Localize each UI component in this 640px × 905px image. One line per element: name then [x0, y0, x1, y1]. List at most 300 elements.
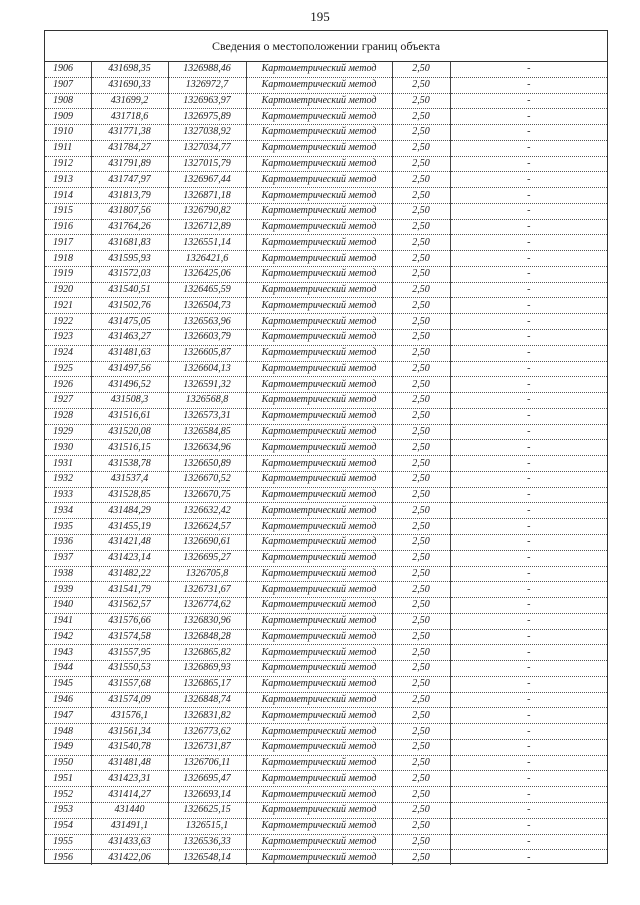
accuracy-cell: 2,50 [392, 203, 450, 219]
method-cell: Картометрический метод [246, 503, 392, 519]
description-cell: - [450, 440, 607, 456]
description-cell: - [450, 172, 607, 188]
x-coordinate-cell: 431421,48 [91, 534, 168, 550]
description-cell: - [450, 566, 607, 582]
point-number-cell: 1929 [45, 424, 91, 440]
y-coordinate-cell: 1326421,6 [168, 251, 246, 267]
method-cell: Картометрический метод [246, 172, 392, 188]
y-coordinate-cell: 1326988,46 [168, 62, 246, 77]
method-cell: Картометрический метод [246, 645, 392, 661]
x-coordinate-cell: 431440 [91, 802, 168, 818]
description-cell: - [450, 235, 607, 251]
point-number-cell: 1933 [45, 487, 91, 503]
table-row [45, 834, 607, 850]
y-coordinate-cell: 1326634,96 [168, 440, 246, 456]
y-coordinate-cell: 1326975,89 [168, 109, 246, 125]
table-row [45, 534, 607, 550]
accuracy-cell: 2,50 [392, 361, 450, 377]
x-coordinate-cell: 431550,53 [91, 661, 168, 677]
y-coordinate-cell: 1326963,97 [168, 93, 246, 109]
x-coordinate-cell: 431681,83 [91, 235, 168, 251]
point-number-cell: 1932 [45, 471, 91, 487]
y-coordinate-cell: 1326690,61 [168, 534, 246, 550]
x-coordinate-cell: 431502,76 [91, 298, 168, 314]
table-row [45, 645, 607, 661]
table-row [45, 456, 607, 472]
description-cell: - [450, 755, 607, 771]
x-coordinate-cell: 431516,15 [91, 440, 168, 456]
point-number-cell: 1939 [45, 582, 91, 598]
table-row [45, 629, 607, 645]
x-coordinate-cell: 431414,27 [91, 787, 168, 803]
description-cell: - [450, 424, 607, 440]
y-coordinate-cell: 1326650,89 [168, 456, 246, 472]
y-coordinate-cell: 1326536,33 [168, 834, 246, 850]
description-cell: - [450, 661, 607, 677]
method-cell: Картометрический метод [246, 440, 392, 456]
method-cell: Картометрический метод [246, 203, 392, 219]
accuracy-cell: 2,50 [392, 235, 450, 251]
accuracy-cell: 2,50 [392, 219, 450, 235]
point-number-cell: 1936 [45, 534, 91, 550]
table-row [45, 156, 607, 172]
method-cell: Картометрический метод [246, 156, 392, 172]
y-coordinate-cell: 1326584,85 [168, 424, 246, 440]
point-number-cell: 1909 [45, 109, 91, 125]
accuracy-cell: 2,50 [392, 771, 450, 787]
x-coordinate-cell: 431718,6 [91, 109, 168, 125]
point-number-cell: 1956 [45, 850, 91, 865]
accuracy-cell: 2,50 [392, 676, 450, 692]
boundary-points-table [45, 62, 607, 865]
x-coordinate-cell: 431764,26 [91, 219, 168, 235]
accuracy-cell: 2,50 [392, 739, 450, 755]
y-coordinate-cell: 1326831,82 [168, 708, 246, 724]
table-row [45, 330, 607, 346]
method-cell: Картометрический метод [246, 708, 392, 724]
method-cell: Картометрический метод [246, 661, 392, 677]
accuracy-cell: 2,50 [392, 314, 450, 330]
point-number-cell: 1912 [45, 156, 91, 172]
y-coordinate-cell: 1326693,14 [168, 787, 246, 803]
y-coordinate-cell: 1326603,79 [168, 330, 246, 346]
accuracy-cell: 2,50 [392, 456, 450, 472]
accuracy-cell: 2,50 [392, 251, 450, 267]
y-coordinate-cell: 1326568,8 [168, 393, 246, 409]
point-number-cell: 1950 [45, 755, 91, 771]
description-cell: - [450, 345, 607, 361]
table-row [45, 739, 607, 755]
table-row [45, 172, 607, 188]
description-cell: - [450, 219, 607, 235]
description-cell: - [450, 125, 607, 141]
y-coordinate-cell: 1326871,18 [168, 188, 246, 204]
accuracy-cell: 2,50 [392, 393, 450, 409]
description-cell: - [450, 692, 607, 708]
point-number-cell: 1948 [45, 724, 91, 740]
accuracy-cell: 2,50 [392, 818, 450, 834]
table-row [45, 708, 607, 724]
x-coordinate-cell: 431482,22 [91, 566, 168, 582]
table-row [45, 471, 607, 487]
description-cell: - [450, 850, 607, 865]
accuracy-cell: 2,50 [392, 330, 450, 346]
x-coordinate-cell: 431508,3 [91, 393, 168, 409]
table-row [45, 771, 607, 787]
x-coordinate-cell: 431423,14 [91, 550, 168, 566]
point-number-cell: 1913 [45, 172, 91, 188]
x-coordinate-cell: 431520,08 [91, 424, 168, 440]
accuracy-cell: 2,50 [392, 850, 450, 865]
point-number-cell: 1940 [45, 598, 91, 614]
point-number-cell: 1934 [45, 503, 91, 519]
method-cell: Картометрический метод [246, 251, 392, 267]
x-coordinate-cell: 431574,09 [91, 692, 168, 708]
method-cell: Картометрический метод [246, 314, 392, 330]
accuracy-cell: 2,50 [392, 62, 450, 77]
x-coordinate-cell: 431807,56 [91, 203, 168, 219]
method-cell: Картометрический метод [246, 424, 392, 440]
y-coordinate-cell: 1326706,11 [168, 755, 246, 771]
x-coordinate-cell: 431557,95 [91, 645, 168, 661]
description-cell: - [450, 519, 607, 535]
y-coordinate-cell: 1327034,77 [168, 140, 246, 156]
method-cell: Картометрический метод [246, 93, 392, 109]
description-cell: - [450, 156, 607, 172]
accuracy-cell: 2,50 [392, 266, 450, 282]
y-coordinate-cell: 1327015,79 [168, 156, 246, 172]
method-cell: Картометрический метод [246, 330, 392, 346]
accuracy-cell: 2,50 [392, 787, 450, 803]
table-title: Сведения о местоположении границ объекта [45, 31, 607, 62]
point-number-cell: 1918 [45, 251, 91, 267]
y-coordinate-cell: 1326625,15 [168, 802, 246, 818]
y-coordinate-cell: 1326504,73 [168, 298, 246, 314]
point-number-cell: 1917 [45, 235, 91, 251]
table-row [45, 219, 607, 235]
accuracy-cell: 2,50 [392, 566, 450, 582]
point-number-cell: 1924 [45, 345, 91, 361]
table-row [45, 755, 607, 771]
y-coordinate-cell: 1326573,31 [168, 408, 246, 424]
y-coordinate-cell: 1326551,14 [168, 235, 246, 251]
description-cell: - [450, 534, 607, 550]
x-coordinate-cell: 431516,61 [91, 408, 168, 424]
y-coordinate-cell: 1326705,8 [168, 566, 246, 582]
description-cell: - [450, 818, 607, 834]
x-coordinate-cell: 431813,79 [91, 188, 168, 204]
x-coordinate-cell: 431422,06 [91, 850, 168, 865]
table-row [45, 235, 607, 251]
table-row [45, 377, 607, 393]
table-row [45, 724, 607, 740]
accuracy-cell: 2,50 [392, 629, 450, 645]
method-cell: Картометрический метод [246, 125, 392, 141]
table-row [45, 692, 607, 708]
accuracy-cell: 2,50 [392, 487, 450, 503]
y-coordinate-cell: 1326865,17 [168, 676, 246, 692]
method-cell: Картометрический метод [246, 787, 392, 803]
description-cell: - [450, 140, 607, 156]
accuracy-cell: 2,50 [392, 471, 450, 487]
description-cell: - [450, 739, 607, 755]
y-coordinate-cell: 1326869,93 [168, 661, 246, 677]
accuracy-cell: 2,50 [392, 582, 450, 598]
description-cell: - [450, 645, 607, 661]
point-number-cell: 1919 [45, 266, 91, 282]
table-row [45, 598, 607, 614]
point-number-cell: 1914 [45, 188, 91, 204]
accuracy-cell: 2,50 [392, 408, 450, 424]
y-coordinate-cell: 1326425,06 [168, 266, 246, 282]
method-cell: Картометрический метод [246, 188, 392, 204]
y-coordinate-cell: 1326632,42 [168, 503, 246, 519]
x-coordinate-cell: 431747,97 [91, 172, 168, 188]
y-coordinate-cell: 1326848,74 [168, 692, 246, 708]
description-cell: - [450, 93, 607, 109]
accuracy-cell: 2,50 [392, 172, 450, 188]
method-cell: Картометрический метод [246, 361, 392, 377]
table-row [45, 188, 607, 204]
point-number-cell: 1946 [45, 692, 91, 708]
accuracy-cell: 2,50 [392, 282, 450, 298]
x-coordinate-cell: 431484,29 [91, 503, 168, 519]
method-cell: Картометрический метод [246, 408, 392, 424]
x-coordinate-cell: 431540,51 [91, 282, 168, 298]
description-cell: - [450, 787, 607, 803]
y-coordinate-cell: 1326865,82 [168, 645, 246, 661]
point-number-cell: 1954 [45, 818, 91, 834]
accuracy-cell: 2,50 [392, 188, 450, 204]
point-number-cell: 1931 [45, 456, 91, 472]
accuracy-cell: 2,50 [392, 93, 450, 109]
y-coordinate-cell: 1326773,62 [168, 724, 246, 740]
point-number-cell: 1915 [45, 203, 91, 219]
accuracy-cell: 2,50 [392, 377, 450, 393]
y-coordinate-cell: 1326967,44 [168, 172, 246, 188]
method-cell: Картометрический метод [246, 566, 392, 582]
description-cell: - [450, 456, 607, 472]
method-cell: Картометрический метод [246, 456, 392, 472]
description-cell: - [450, 361, 607, 377]
description-cell: - [450, 582, 607, 598]
accuracy-cell: 2,50 [392, 724, 450, 740]
accuracy-cell: 2,50 [392, 645, 450, 661]
description-cell: - [450, 771, 607, 787]
description-cell: - [450, 613, 607, 629]
description-cell: - [450, 724, 607, 740]
page-number: 195 [310, 9, 330, 24]
description-cell: - [450, 676, 607, 692]
accuracy-cell: 2,50 [392, 503, 450, 519]
x-coordinate-cell: 431572,03 [91, 266, 168, 282]
method-cell: Картометрический метод [246, 298, 392, 314]
table-row [45, 203, 607, 219]
description-cell: - [450, 503, 607, 519]
y-coordinate-cell: 1326774,62 [168, 598, 246, 614]
method-cell: Картометрический метод [246, 393, 392, 409]
accuracy-cell: 2,50 [392, 534, 450, 550]
accuracy-cell: 2,50 [392, 802, 450, 818]
accuracy-cell: 2,50 [392, 519, 450, 535]
boundary-table-frame [44, 30, 608, 864]
table-row [45, 802, 607, 818]
method-cell: Картометрический метод [246, 676, 392, 692]
method-cell: Картометрический метод [246, 802, 392, 818]
point-number-cell: 1923 [45, 330, 91, 346]
point-number-cell: 1937 [45, 550, 91, 566]
x-coordinate-cell: 431576,66 [91, 613, 168, 629]
point-number-cell: 1930 [45, 440, 91, 456]
y-coordinate-cell: 1326591,32 [168, 377, 246, 393]
table-row [45, 282, 607, 298]
point-number-cell: 1925 [45, 361, 91, 377]
table-row [45, 582, 607, 598]
x-coordinate-cell: 431561,34 [91, 724, 168, 740]
x-coordinate-cell: 431541,79 [91, 582, 168, 598]
method-cell: Картометрический метод [246, 613, 392, 629]
description-cell: - [450, 298, 607, 314]
description-cell: - [450, 802, 607, 818]
x-coordinate-cell: 431690,33 [91, 77, 168, 93]
method-cell: Картометрический метод [246, 519, 392, 535]
description-cell: - [450, 393, 607, 409]
method-cell: Картометрический метод [246, 266, 392, 282]
table-row [45, 266, 607, 282]
x-coordinate-cell: 431423,31 [91, 771, 168, 787]
y-coordinate-cell: 1326712,89 [168, 219, 246, 235]
method-cell: Картометрический метод [246, 550, 392, 566]
x-coordinate-cell: 431699,2 [91, 93, 168, 109]
point-number-cell: 1910 [45, 125, 91, 141]
point-number-cell: 1926 [45, 377, 91, 393]
table-row [45, 787, 607, 803]
x-coordinate-cell: 431698,35 [91, 62, 168, 77]
table-row [45, 408, 607, 424]
y-coordinate-cell: 1326605,87 [168, 345, 246, 361]
method-cell: Картометрический метод [246, 140, 392, 156]
table-row [45, 93, 607, 109]
accuracy-cell: 2,50 [392, 77, 450, 93]
method-cell: Картометрический метод [246, 692, 392, 708]
y-coordinate-cell: 1326695,27 [168, 550, 246, 566]
table-body [45, 62, 607, 865]
y-coordinate-cell: 1326731,67 [168, 582, 246, 598]
point-number-cell: 1953 [45, 802, 91, 818]
method-cell: Картометрический метод [246, 755, 392, 771]
description-cell: - [450, 203, 607, 219]
method-cell: Картометрический метод [246, 345, 392, 361]
point-number-cell: 1943 [45, 645, 91, 661]
description-cell: - [450, 408, 607, 424]
description-cell: - [450, 598, 607, 614]
y-coordinate-cell: 1326972,7 [168, 77, 246, 93]
method-cell: Картометрический метод [246, 487, 392, 503]
x-coordinate-cell: 431496,52 [91, 377, 168, 393]
point-number-cell: 1907 [45, 77, 91, 93]
x-coordinate-cell: 431481,48 [91, 755, 168, 771]
point-number-cell: 1938 [45, 566, 91, 582]
method-cell: Картометрический метод [246, 471, 392, 487]
method-cell: Картометрический метод [246, 598, 392, 614]
table-row [45, 314, 607, 330]
description-cell: - [450, 487, 607, 503]
x-coordinate-cell: 431491,1 [91, 818, 168, 834]
y-coordinate-cell: 1326848,28 [168, 629, 246, 645]
accuracy-cell: 2,50 [392, 424, 450, 440]
x-coordinate-cell: 431784,27 [91, 140, 168, 156]
accuracy-cell: 2,50 [392, 125, 450, 141]
description-cell: - [450, 550, 607, 566]
accuracy-cell: 2,50 [392, 345, 450, 361]
point-number-cell: 1921 [45, 298, 91, 314]
table-row [45, 487, 607, 503]
point-number-cell: 1951 [45, 771, 91, 787]
accuracy-cell: 2,50 [392, 661, 450, 677]
description-cell: - [527, 63, 531, 75]
point-number-cell: 1911 [45, 140, 91, 156]
x-coordinate-cell: 431791,89 [91, 156, 168, 172]
accuracy-cell: 2,50 [392, 598, 450, 614]
description-cell: - [450, 708, 607, 724]
y-coordinate-cell: 1326548,14 [168, 850, 246, 865]
description-cell: - [450, 77, 607, 93]
description-cell: - [450, 266, 607, 282]
table-row [45, 140, 607, 156]
table-row [45, 503, 607, 519]
method-cell: Картометрический метод [246, 582, 392, 598]
accuracy-cell: 2,50 [392, 834, 450, 850]
table-row [45, 440, 607, 456]
table-row [45, 613, 607, 629]
method-cell: Картометрический метод [246, 534, 392, 550]
point-number-cell: 1949 [45, 739, 91, 755]
point-number-cell: 1935 [45, 519, 91, 535]
accuracy-cell: 2,50 [392, 109, 450, 125]
method-cell: Картометрический метод [246, 771, 392, 787]
method-cell: Картометрический метод [246, 724, 392, 740]
method-cell: Картометрический метод [246, 818, 392, 834]
table-row [45, 550, 607, 566]
table-row [45, 519, 607, 535]
x-coordinate-cell: 431463,27 [91, 330, 168, 346]
description-cell: - [450, 629, 607, 645]
accuracy-cell: 2,50 [392, 156, 450, 172]
method-cell: Картометрический метод [246, 282, 392, 298]
point-number-cell: 1908 [45, 93, 91, 109]
x-coordinate-cell: 431455,19 [91, 519, 168, 535]
table-row [45, 77, 607, 93]
description-cell: - [450, 282, 607, 298]
description-cell: - [450, 188, 607, 204]
point-number-cell: 1942 [45, 629, 91, 645]
table-row [45, 361, 607, 377]
table-row [45, 345, 607, 361]
point-number-cell: 1945 [45, 676, 91, 692]
point-number-cell: 1920 [45, 282, 91, 298]
accuracy-cell: 2,50 [392, 298, 450, 314]
description-cell: - [450, 314, 607, 330]
method-cell: Картометрический метод [246, 834, 392, 850]
method-cell: Картометрический метод [246, 377, 392, 393]
x-coordinate-cell: 431475,05 [91, 314, 168, 330]
table-row [45, 566, 607, 582]
table-row [45, 424, 607, 440]
point-number-cell: 1928 [45, 408, 91, 424]
table-row [45, 62, 607, 77]
y-coordinate-cell: 1326670,75 [168, 487, 246, 503]
y-coordinate-cell: 1326465,59 [168, 282, 246, 298]
